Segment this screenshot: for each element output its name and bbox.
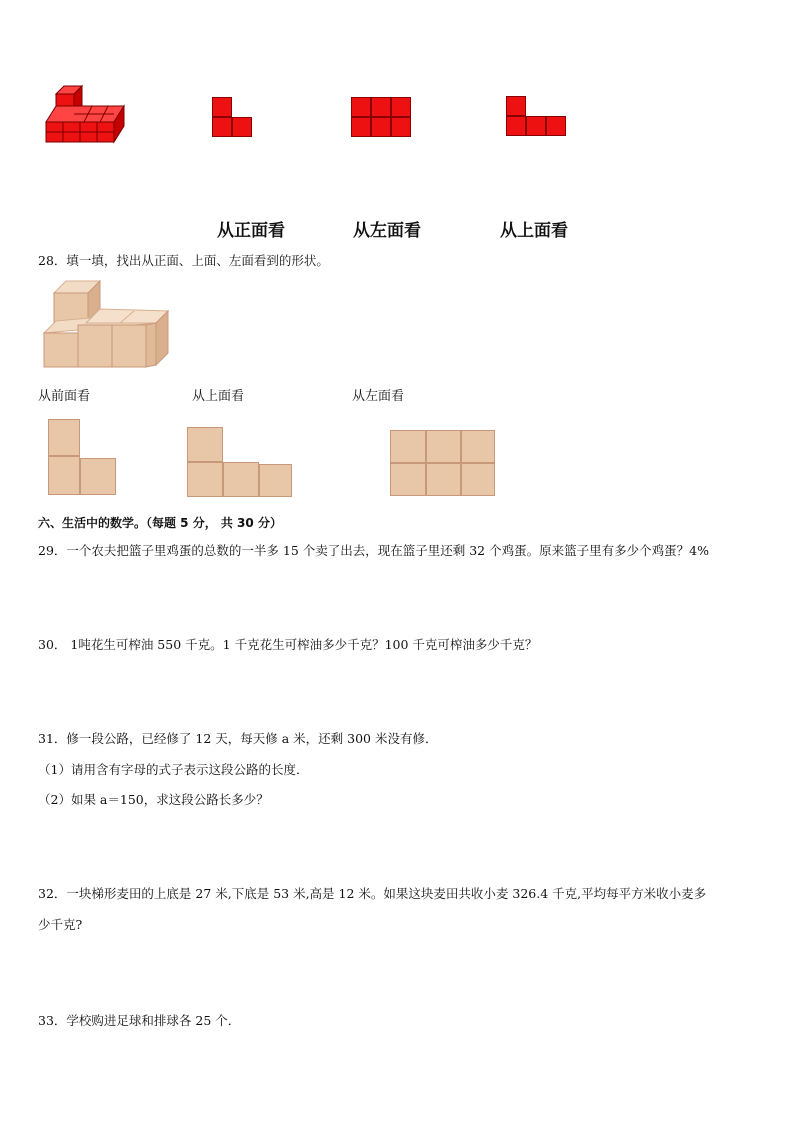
red-view-shape-rect	[351, 97, 413, 139]
question-31-sub1: （1）请用含有字母的式子表示这段公路的长度．	[38, 762, 309, 777]
question-30: 30． 1吨花生可榨油 550 千克。1 千克花生可榨油多少千克？100 千克可榨油多少千克？	[38, 637, 538, 652]
question-31: 31．修一段公路，已经修了 12 天，每天修 a 米，还剩 300 米没有修．	[38, 731, 438, 746]
question-29: 29．一个农夫把篮子里鸡蛋的总数的一半多 15 个卖了出去，现在篮子里还剩 32 个鸡蛋。原来篮子里有多少个鸡蛋？4%	[38, 543, 709, 558]
tan-cube-solid-figure	[42, 279, 170, 371]
label-front-view: 从正面看	[217, 221, 285, 241]
red-cube-solid-figure	[44, 84, 126, 146]
tan-view-shape-left	[390, 430, 496, 497]
label-left-view: 从左面看	[353, 221, 421, 241]
question-28: 28．填一填，找出从正面、上面、左面看到的形状。	[38, 253, 329, 268]
q28-label-top: 从上面看	[192, 389, 245, 404]
tan-view-shape-front	[48, 419, 118, 495]
question-32-line2: 少千克?	[38, 917, 83, 932]
tan-view-shape-top	[187, 427, 293, 498]
red-view-shape-l	[212, 97, 254, 139]
red-view-shape-long-l	[506, 96, 568, 138]
q28-label-front: 从前面看	[38, 389, 91, 404]
section-6-title: 六、生活中的数学。（每题 5 分， 共 30 分）	[38, 516, 282, 530]
question-32-line1: 32．一块梯形麦田的上底是 27 米,下底是 53 米,高是 12 米。如果这块麦田共收小麦 326.4 千克,平均每平方米收小麦多	[38, 886, 707, 901]
label-top-view: 从上面看	[500, 221, 568, 241]
q28-label-left: 从左面看	[352, 389, 405, 404]
question-33: 33．学校购进足球和排球各 25 个．	[38, 1013, 241, 1028]
question-31-sub2: （2）如果 a＝150，求这段公路长多少？	[38, 792, 269, 807]
